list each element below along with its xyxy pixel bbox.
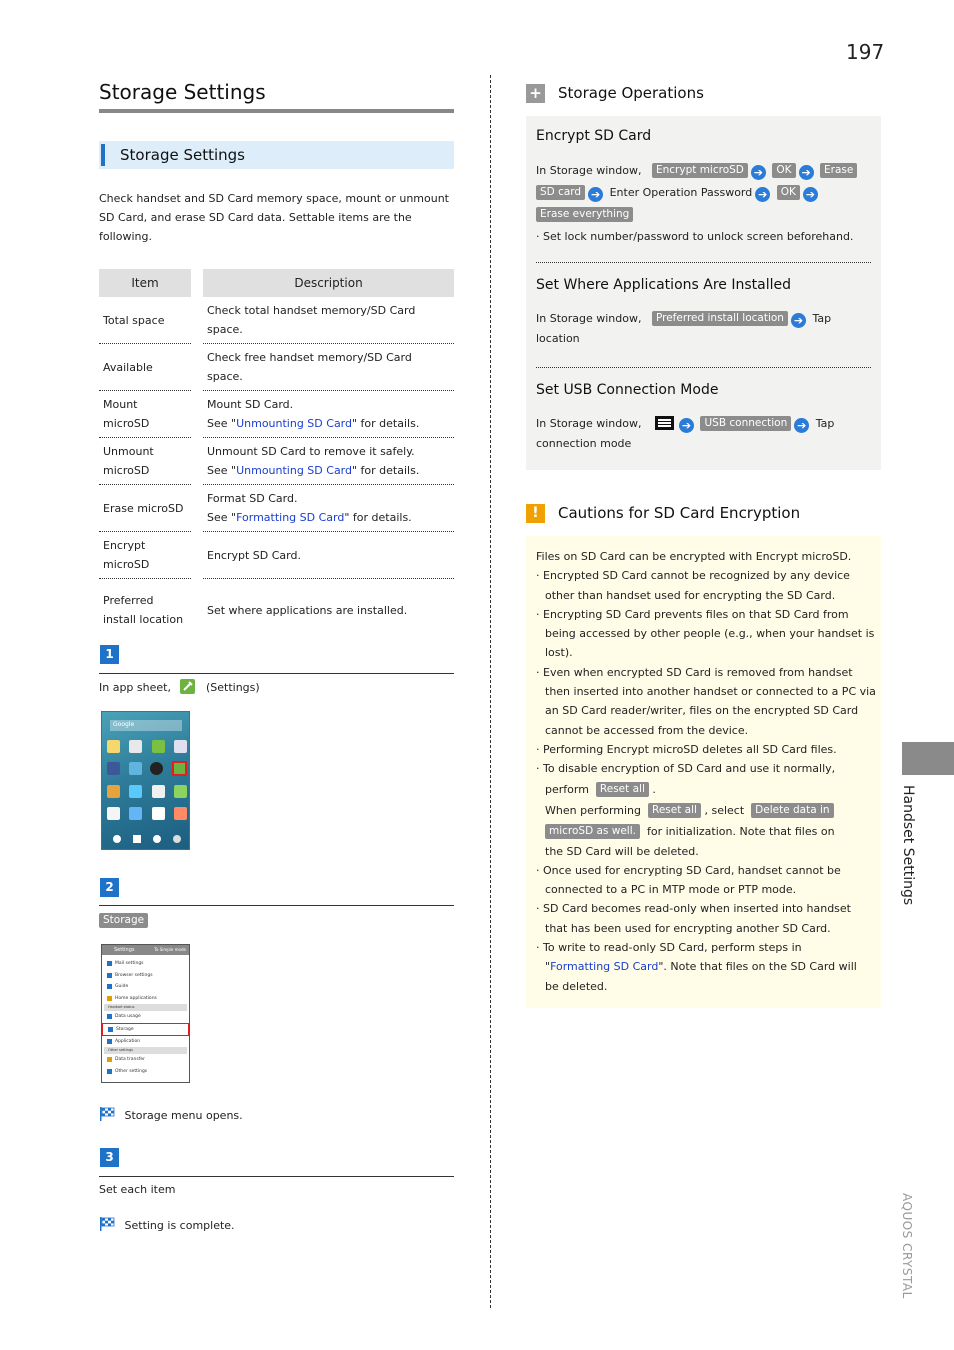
encrypt-sd-card-steps: In Storage window, Encrypt microSD ➔ OK ➔ Erase SD card ➔ Enter Operation Password ➔ OK ➔ Erase everything [536, 160, 876, 226]
column-divider [490, 75, 491, 1308]
table-cell-item: Mount microSD [99, 391, 191, 438]
settings-item[interactable]: Other settings [104, 1066, 187, 1078]
step-1-text: In app sheet, (Settings) [99, 681, 260, 694]
app-icon [150, 762, 163, 775]
table-row [99, 391, 454, 438]
app-icon [174, 807, 187, 820]
arrow-icon: ➔ [588, 187, 603, 202]
checkered-flag-icon [99, 1107, 115, 1121]
app-icon [129, 740, 142, 753]
step-number-1: 1 [100, 645, 119, 664]
delete-data-button[interactable]: Delete data in [751, 803, 833, 818]
settings-item[interactable]: Data usage [104, 1011, 187, 1023]
app-icon [174, 740, 187, 753]
table-cell-item: Available [99, 344, 191, 391]
usb-connection-steps: In Storage window, ➔ USB connection ➔ Tap connection mode [536, 417, 835, 450]
page-title: Storage Settings [99, 80, 266, 104]
menu-icon[interactable] [655, 416, 674, 430]
side-tab-block [902, 742, 954, 775]
unmounting-sd-card-link[interactable]: Unmounting SD Card [236, 464, 352, 477]
app-icon [152, 807, 165, 820]
arrow-icon: ➔ [751, 165, 766, 180]
app-icon [107, 807, 120, 820]
dock-mail-icon [133, 835, 141, 843]
table-cell-item: Erase microSD [99, 485, 191, 532]
table-cell-item: Total space [99, 297, 191, 344]
table-row [99, 297, 454, 344]
table-cell-description: Mount SD Card. See "Unmounting SD Card" for details. [203, 391, 454, 438]
settings-item[interactable]: Browser settings [104, 970, 187, 982]
arrow-icon: ➔ [679, 418, 694, 433]
caution-bullet: · Encrypting SD Card prevents files on that SD Card from being accessed by other people (e.g., when your handset is lost). [536, 607, 875, 660]
settings-app-highlight [172, 761, 187, 776]
storage-operations-title: Storage Operations [558, 84, 704, 102]
settings-item[interactable]: Application [104, 1036, 187, 1048]
caution-box: Files on SD Card can be encrypted with Encrypt microSD. · Encrypted SD Card cannot be recognized by any device other than handset used for encrypting the SD Card. · Encrypting SD Card prevents files on that SD Card from being accessed by other people (e.g., when your handset is lost). · Even when encrypted SD Card is removed from handset then inserted into another handset or connected to a PC via an SD Card reader/writer, files on the encrypted SD Card cannot be accessed from the device. · Performing Encrypt microSD deletes all SD Card files. · To disable encryption of SD Card and use it normally, perform Reset all . When performing Reset all , select Delete data in microSD as well. for initialization. Note that files on the SD Card will be deleted. · Once used for encrypting SD Card, handset cannot be connected to a PC in MTP mode or PTP mode. · SD Card becomes read-only when inserted into handset that has been used for encrypting another SD Card. · To write to read-only SD Card, perform steps in "Formatting SD Card". Note that files on the SD Card will be deleted. [526, 536, 881, 1008]
dock-phone-icon [113, 835, 121, 843]
ok-button[interactable]: OK [772, 163, 795, 178]
step-3-text: Set each item [99, 1183, 176, 1196]
arrow-icon: ➔ [794, 418, 809, 433]
step-rule [99, 673, 454, 674]
settings-item[interactable]: Guide [104, 981, 187, 993]
settings-screen-screenshot [101, 944, 190, 1083]
table-cell-description: Check total handset memory/SD Card space. [203, 297, 454, 344]
formatting-sd-card-link[interactable]: Formatting SD Card [550, 960, 659, 974]
table-cell-description: Set where applications are installed. [207, 603, 408, 617]
ok-button[interactable]: OK [777, 185, 800, 200]
caution-text: be deleted. [545, 979, 608, 993]
title-underline [99, 109, 454, 113]
caution-lead: Files on SD Card can be encrypted with Encrypt microSD. [536, 550, 852, 563]
table-row [99, 438, 454, 485]
side-tab-label: Handset Settings [900, 785, 916, 906]
section-heading-text: Storage Settings [120, 146, 245, 164]
table-cell-item: Unmount microSD [99, 438, 191, 485]
table-header-item: Item [99, 269, 191, 297]
step-rule [99, 905, 454, 906]
arrow-icon: ➔ [803, 187, 818, 202]
settings-section-header: Handset status [104, 1004, 187, 1011]
app-icon [107, 740, 120, 753]
usb-connection-title: Set USB Connection Mode [536, 382, 719, 398]
storage-operations-box [526, 116, 881, 470]
step-3-result: Setting is complete. [99, 1217, 235, 1235]
install-location-title: Set Where Applications Are Installed [536, 277, 791, 293]
table-row [99, 579, 454, 641]
formatting-sd-card-link[interactable]: Formatting SD Card [236, 511, 345, 524]
table-row [99, 532, 454, 579]
settings-header: Settings [114, 947, 135, 953]
settings-item[interactable]: Mail settings [104, 958, 187, 970]
step-2-result: Storage menu opens. [99, 1107, 243, 1125]
storage-button[interactable]: Storage [99, 913, 148, 928]
table-row [99, 485, 454, 532]
brand-label: AQUOS CRYSTAL [900, 1193, 914, 1299]
home-screen-screenshot [101, 711, 190, 850]
caution-bullet: · Once used for encrypting SD Card, handset cannot be connected to a PC in MTP mode or PTP mode. [536, 863, 841, 897]
table-cell-description: Check free handset memory/SD Card space. [203, 344, 454, 391]
dock-apps-icon [153, 835, 161, 843]
settings-item[interactable]: Home applications [104, 993, 187, 1005]
app-icon [107, 762, 120, 775]
app-icon [152, 740, 165, 753]
table-row [99, 344, 454, 391]
caution-bullet: · Encrypted SD Card cannot be recognized by any device other than handset used for encrypting the SD Card. [536, 569, 850, 602]
intro-text: Check handset and SD Card memory space, mount or unmount SD Card, and erase SD Card data. Settable items are the following. [99, 192, 449, 243]
dock-browser-icon [173, 835, 181, 843]
caution-bullet: · SD Card becomes read-only when inserted into handset that has been used for encrypting another SD Card. [536, 902, 851, 935]
app-icon [129, 762, 142, 775]
caution-title: Cautions for SD Card Encryption [558, 504, 801, 522]
table-header-description: Description [203, 269, 454, 297]
app-icon [129, 807, 142, 820]
settings-table [99, 269, 454, 641]
encrypt-microsd-button[interactable]: Encrypt microSD [652, 163, 748, 178]
plus-icon: + [526, 84, 545, 103]
encrypt-note: · Set lock number/password to unlock screen beforehand. [536, 230, 854, 243]
step-number-2: 2 [100, 878, 119, 897]
install-location-steps: In Storage window, Preferred install location ➔ Tap location [536, 312, 832, 345]
erase-sd-card-button[interactable]: Erase [820, 163, 857, 178]
table-cell-description: Format SD Card. See "Formatting SD Card" for details. [203, 485, 454, 532]
table-cell-item: Preferred install location [103, 594, 184, 626]
reset-all-button[interactable]: Reset all [596, 782, 649, 797]
encrypt-sd-card-title: Encrypt SD Card [536, 128, 652, 144]
section-heading [99, 141, 454, 169]
settings-item[interactable]: Data transfer [104, 1054, 187, 1066]
erase-sd-card-button[interactable]: SD card [536, 185, 585, 200]
settings-app-icon [180, 679, 195, 694]
unmounting-sd-card-link[interactable]: Unmounting SD Card [236, 417, 352, 430]
caution-bullet: · To write to read-only SD Card, perform steps in [536, 941, 802, 955]
app-icon [174, 785, 187, 798]
app-icon [152, 785, 165, 798]
erase-everything-button[interactable]: Erase everything [536, 207, 633, 222]
step-number-3: 3 [100, 1148, 119, 1167]
caution-bullet: · Even when encrypted SD Card is removed from handset then inserted into another handset or connected to a PC via an SD Card reader/writer, files on the encrypted SD Card cannot be accessed from the device. [536, 665, 876, 737]
checkered-flag-icon [99, 1217, 115, 1231]
page-number: 197 [846, 40, 885, 64]
step-rule [99, 1176, 454, 1177]
arrow-icon: ➔ [791, 313, 806, 328]
app-icon [107, 785, 120, 798]
table-cell-description: Encrypt SD Card. [203, 532, 454, 579]
reset-all-button[interactable]: Reset all [648, 803, 701, 818]
table-cell-item: Encrypt microSD [99, 532, 191, 579]
app-icon [129, 785, 142, 798]
caution-icon: ! [526, 504, 545, 523]
caution-bullet: · Performing Encrypt microSD deletes all SD Card files. [536, 742, 837, 756]
simple-mode-button[interactable]: To Simple mode [154, 947, 186, 952]
arrow-icon: ➔ [755, 187, 770, 202]
google-search-bar: Google [113, 721, 135, 728]
table-cell-description: Unmount SD Card to remove it safely. See "Unmounting SD Card" for details. [203, 438, 454, 485]
preferred-install-location-button[interactable]: Preferred install location [652, 311, 788, 326]
usb-connection-button[interactable]: USB connection [700, 416, 791, 431]
delete-data-button[interactable]: microSD as well. [545, 824, 640, 839]
caution-text: the SD Card will be deleted. [545, 844, 699, 858]
settings-item-storage-highlight[interactable]: Storage [102, 1023, 189, 1036]
arrow-icon: ➔ [799, 165, 814, 180]
settings-section-header: Other settings [104, 1047, 187, 1054]
caution-bullet: · To disable encryption of SD Card and use it normally, [536, 762, 836, 776]
